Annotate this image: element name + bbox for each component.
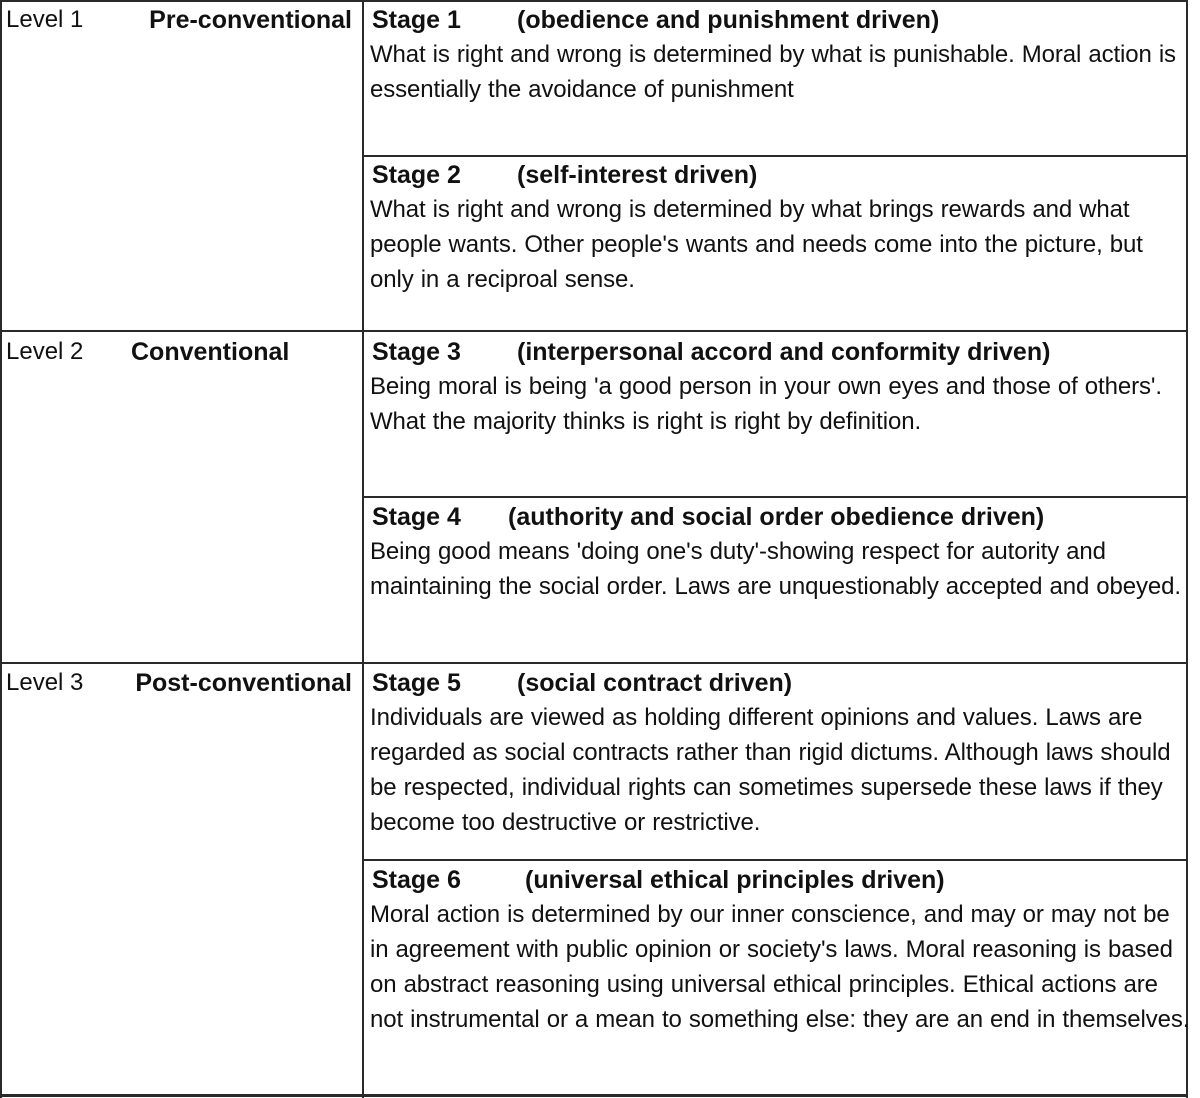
stage-cell	[370, 335, 1190, 439]
stage-number: Stage 2	[372, 161, 461, 189]
stage-number: Stage 5	[372, 669, 461, 697]
stage-description: Being moral is being 'a good person in your own eyes and those of others'. What the majority thinks is right is right by definition.	[370, 373, 1162, 435]
stage-heading	[370, 666, 1190, 700]
stage-cell	[370, 666, 1190, 840]
stage-description: Moral action is determined by our inner conscience, and may or may not be in agreement with public opinion or society's laws. Moral reasoning is based on abstract reasoning using universal ethical principles. Ethical actions are not instrumental or a mean to something else: they are an end in themselves.	[370, 901, 1190, 1033]
stage-cell	[370, 158, 1190, 297]
stage-title: (universal ethical principles driven)	[525, 866, 945, 894]
stage-description: What is right and wrong is determined by what is punishable. Moral action is essentially the avoidance of punishment	[370, 41, 1176, 103]
table-border-bottom	[0, 1094, 1188, 1097]
level-number: Level 1	[6, 6, 84, 33]
table-border-left	[0, 0, 2, 1098]
stage-heading	[370, 500, 1190, 534]
stage-number: Stage 3	[372, 338, 461, 366]
level-name: Post-conventional	[135, 669, 352, 697]
level-divider	[0, 330, 1188, 332]
level-number: Level 3	[6, 669, 84, 696]
level-name: Conventional	[131, 338, 290, 366]
stage-heading	[370, 158, 1190, 192]
stage-number: Stage 1	[372, 6, 461, 34]
stage-description: Being good means 'doing one's duty'-showing respect for autority and maintaining the social order. Laws are unquestionably accepted and obeyed.	[370, 538, 1181, 600]
stage-heading	[370, 863, 1190, 897]
stage-title: (authority and social order obedience driven)	[508, 503, 1045, 531]
stage-cell	[370, 863, 1190, 1037]
column-divider	[362, 0, 364, 1098]
stage-title: (social contract driven)	[517, 669, 793, 697]
stage-divider	[362, 155, 1188, 157]
stage-cell	[370, 500, 1190, 604]
stage-divider	[362, 859, 1188, 861]
stage-number: Stage 6	[372, 866, 461, 894]
table-border-top	[0, 0, 1188, 2]
stage-divider	[362, 496, 1188, 498]
stage-description: Individuals are viewed as holding different opinions and values. Laws are regarded as social contracts rather than rigid dictums. Although laws should be respected, individual rights can sometimes supersede these laws if they become too destructive or restrictive.	[370, 704, 1171, 836]
level-divider	[0, 662, 1188, 664]
stage-description: What is right and wrong is determined by what brings rewards and what people wants. Other people's wants and needs come into the picture, but only in a reciproal sense.	[370, 196, 1143, 293]
stage-cell	[370, 3, 1190, 107]
stage-title: (obedience and punishment driven)	[517, 6, 940, 34]
level-number: Level 2	[6, 338, 84, 365]
stage-title: (self-interest driven)	[517, 161, 758, 189]
stage-number: Stage 4	[372, 503, 461, 531]
stage-heading	[370, 3, 1190, 37]
level-name: Pre-conventional	[149, 6, 352, 34]
stage-heading	[370, 335, 1190, 369]
stage-title: (interpersonal accord and conformity driven)	[517, 338, 1051, 366]
